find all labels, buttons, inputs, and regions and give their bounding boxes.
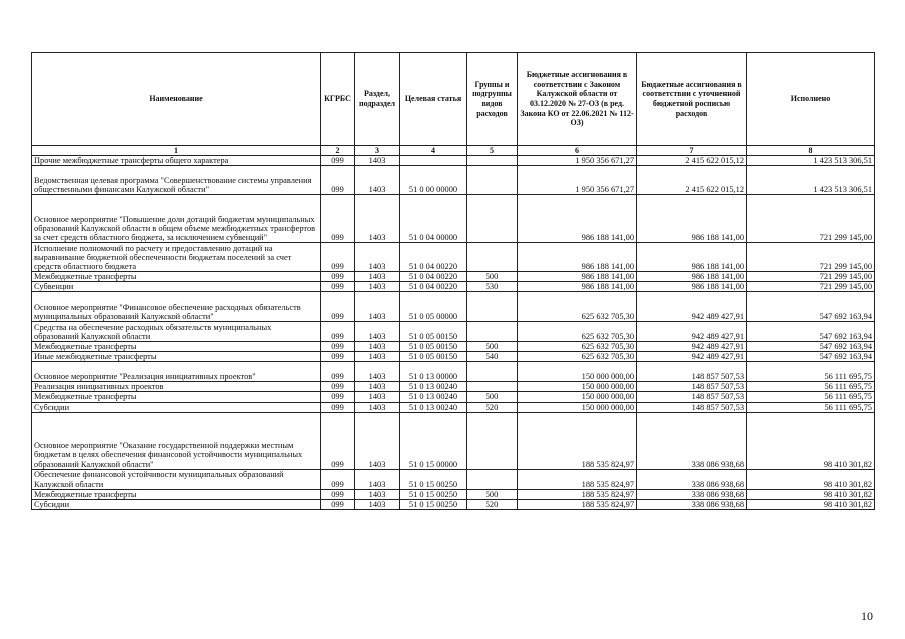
row-name: Ведомственная целевая программа "Совершенствование системы управления общественными финансами Калужской области": [32, 166, 321, 195]
row-name: Прочие межбюджетные трансферты общего характера: [32, 156, 321, 166]
row-refined-allocation: 942 489 427,91: [637, 292, 747, 322]
row-refined-allocation: 986 188 141,00: [637, 243, 747, 272]
row-name: Исполнение полномочий по расчету и предоставлению дотаций на выравнивание бюджетной обеспеченности бюджетам поселений за счет средств областного бюджета: [32, 243, 321, 272]
row-target-article: 51 0 13 00240: [400, 392, 467, 402]
row-law-allocation: 150 000 000,00: [518, 402, 637, 412]
row-law-allocation: 625 632 705,30: [518, 352, 637, 362]
row-section: 1403: [355, 402, 400, 412]
row-law-allocation: 188 535 824,97: [518, 412, 637, 469]
row-law-allocation: 986 188 141,00: [518, 282, 637, 292]
row-expense-group: 500: [467, 392, 518, 402]
row-executed: 56 111 695,75: [747, 362, 875, 382]
row-name: Основное мероприятие "Оказание государственной поддержки местным бюджетам в целях обеспечения финансовой устойчивости муниципальных образований Калужской области": [32, 412, 321, 469]
row-name: Межбюджетные трансферты: [32, 489, 321, 499]
row-target-article: 51 0 15 00000: [400, 412, 467, 469]
row-executed: 56 111 695,75: [747, 392, 875, 402]
row-section: 1403: [355, 156, 400, 166]
column-number: 8: [747, 146, 875, 156]
row-target-article: 51 0 04 00220: [400, 272, 467, 282]
column-number: 6: [518, 146, 637, 156]
row-name: Межбюджетные трансферты: [32, 392, 321, 402]
table-row: [32, 489, 875, 499]
column-number-row: [32, 146, 875, 156]
row-kgrbs: 099: [321, 322, 355, 342]
table-row: [32, 156, 875, 166]
row-refined-allocation: 2 415 622 015,12: [637, 166, 747, 195]
row-refined-allocation: 148 857 507,53: [637, 402, 747, 412]
row-name: Межбюджетные трансферты: [32, 272, 321, 282]
row-target-article: 51 0 15 00250: [400, 499, 467, 509]
table-row: [32, 352, 875, 362]
table-row: [32, 362, 875, 382]
row-kgrbs: 099: [321, 402, 355, 412]
row-executed: 56 111 695,75: [747, 402, 875, 412]
row-kgrbs: 099: [321, 412, 355, 469]
row-executed: 1 423 513 306,51: [747, 156, 875, 166]
table-row: [32, 292, 875, 322]
row-law-allocation: 625 632 705,30: [518, 322, 637, 342]
row-executed: 1 423 513 306,51: [747, 166, 875, 195]
table-row: [32, 499, 875, 509]
row-target-article: 51 0 15 00250: [400, 469, 467, 489]
row-expense-group: [467, 382, 518, 392]
row-target-article: 51 0 13 00240: [400, 402, 467, 412]
row-section: 1403: [355, 392, 400, 402]
row-kgrbs: 099: [321, 166, 355, 195]
column-number: 5: [467, 146, 518, 156]
table-row: [32, 382, 875, 392]
row-section: 1403: [355, 342, 400, 352]
row-expense-group: [467, 469, 518, 489]
row-refined-allocation: 338 086 938,68: [637, 489, 747, 499]
header-name: Наименование: [32, 53, 321, 146]
row-executed: 547 692 163,94: [747, 342, 875, 352]
row-refined-allocation: 338 086 938,68: [637, 469, 747, 489]
row-target-article: 51 0 05 00000: [400, 292, 467, 322]
column-number: 7: [637, 146, 747, 156]
row-name: Субсидии: [32, 402, 321, 412]
row-target-article: 51 0 13 00000: [400, 362, 467, 382]
row-refined-allocation: 986 188 141,00: [637, 272, 747, 282]
row-kgrbs: 099: [321, 243, 355, 272]
row-target-article: 51 0 04 00220: [400, 243, 467, 272]
row-kgrbs: 099: [321, 382, 355, 392]
row-law-allocation: 150 000 000,00: [518, 382, 637, 392]
row-refined-allocation: 2 415 622 015,12: [637, 156, 747, 166]
row-law-allocation: 986 188 141,00: [518, 272, 637, 282]
row-kgrbs: 099: [321, 342, 355, 352]
row-expense-group: 520: [467, 499, 518, 509]
row-section: 1403: [355, 499, 400, 509]
header-law-allocations: Бюджетные ассигнования в соответствии с Законом Калужской области от 03.12.2020 № 27-ОЗ (в ред. Закона КО от 22.06.2021 № 112-ОЗ): [518, 53, 637, 146]
row-kgrbs: 099: [321, 469, 355, 489]
row-executed: 721 299 145,00: [747, 272, 875, 282]
row-target-article: 51 0 13 00240: [400, 382, 467, 392]
row-name: Субвенции: [32, 282, 321, 292]
row-kgrbs: 099: [321, 489, 355, 499]
row-name: Иные межбюджетные трансферты: [32, 352, 321, 362]
row-executed: 98 410 301,82: [747, 412, 875, 469]
row-section: 1403: [355, 272, 400, 282]
table-row: [32, 402, 875, 412]
row-target-article: 51 0 15 00250: [400, 489, 467, 499]
row-expense-group: [467, 166, 518, 195]
row-section: 1403: [355, 166, 400, 195]
row-law-allocation: 986 188 141,00: [518, 195, 637, 243]
row-refined-allocation: 148 857 507,53: [637, 392, 747, 402]
row-refined-allocation: 338 086 938,68: [637, 499, 747, 509]
row-expense-group: [467, 412, 518, 469]
row-name: Основное мероприятие "Реализация инициативных проектов": [32, 362, 321, 382]
row-name: Обеспечение финансовой устойчивости муниципальных образований Калужской области: [32, 469, 321, 489]
row-refined-allocation: 942 489 427,91: [637, 352, 747, 362]
row-law-allocation: 188 535 824,97: [518, 489, 637, 499]
row-law-allocation: 625 632 705,30: [518, 342, 637, 352]
row-executed: 98 410 301,82: [747, 489, 875, 499]
row-kgrbs: 099: [321, 352, 355, 362]
row-section: 1403: [355, 282, 400, 292]
row-refined-allocation: 148 857 507,53: [637, 382, 747, 392]
row-executed: 98 410 301,82: [747, 469, 875, 489]
row-kgrbs: 099: [321, 156, 355, 166]
row-expense-group: 520: [467, 402, 518, 412]
row-kgrbs: 099: [321, 292, 355, 322]
table-row: [32, 243, 875, 272]
row-section: 1403: [355, 292, 400, 322]
row-refined-allocation: 148 857 507,53: [637, 362, 747, 382]
row-expense-group: [467, 292, 518, 322]
row-law-allocation: 188 535 824,97: [518, 469, 637, 489]
row-expense-group: [467, 243, 518, 272]
row-target-article: [400, 156, 467, 166]
row-section: 1403: [355, 195, 400, 243]
row-law-allocation: 150 000 000,00: [518, 392, 637, 402]
row-executed: 547 692 163,94: [747, 292, 875, 322]
column-number: 1: [32, 146, 321, 156]
row-kgrbs: 099: [321, 282, 355, 292]
row-refined-allocation: 986 188 141,00: [637, 282, 747, 292]
row-kgrbs: 099: [321, 392, 355, 402]
row-expense-group: 540: [467, 352, 518, 362]
row-expense-group: 500: [467, 489, 518, 499]
row-section: 1403: [355, 382, 400, 392]
row-law-allocation: 150 000 000,00: [518, 362, 637, 382]
row-refined-allocation: 338 086 938,68: [637, 412, 747, 469]
table-row: [32, 412, 875, 469]
header-kgrbs: КГРБС: [321, 53, 355, 146]
budget-table: [31, 52, 875, 510]
table-body: [32, 156, 875, 510]
table-row: [32, 342, 875, 352]
row-kgrbs: 099: [321, 362, 355, 382]
row-target-article: 51 0 05 00150: [400, 342, 467, 352]
row-executed: 721 299 145,00: [747, 195, 875, 243]
row-expense-group: [467, 322, 518, 342]
row-kgrbs: 099: [321, 499, 355, 509]
row-target-article: 51 0 04 00000: [400, 195, 467, 243]
row-section: 1403: [355, 412, 400, 469]
row-expense-group: 500: [467, 342, 518, 352]
row-refined-allocation: 942 489 427,91: [637, 322, 747, 342]
row-name: Субсидии: [32, 499, 321, 509]
row-refined-allocation: 942 489 427,91: [637, 342, 747, 352]
table-row: [32, 282, 875, 292]
row-kgrbs: 099: [321, 195, 355, 243]
row-executed: 56 111 695,75: [747, 382, 875, 392]
row-executed: 547 692 163,94: [747, 352, 875, 362]
row-target-article: 51 0 05 00150: [400, 352, 467, 362]
header-row: [32, 53, 875, 146]
header-section: Раздел, подраздел: [355, 53, 400, 146]
row-section: 1403: [355, 469, 400, 489]
row-kgrbs: 099: [321, 272, 355, 282]
row-law-allocation: 625 632 705,30: [518, 292, 637, 322]
row-law-allocation: 1 950 356 671,27: [518, 156, 637, 166]
row-law-allocation: 188 535 824,97: [518, 499, 637, 509]
row-name: Межбюджетные трансферты: [32, 342, 321, 352]
page-number: 10: [861, 609, 873, 623]
table-row: [32, 272, 875, 282]
row-executed: 98 410 301,82: [747, 499, 875, 509]
row-name: Основное мероприятие "Повышение доли дотаций бюджетам муниципальных образований Калужской области в общем объеме межбюджетных трансфертов за счет средств областного бюджета, за исключением субвенций": [32, 195, 321, 243]
row-expense-group: [467, 195, 518, 243]
header-refined-allocations: Бюджетные ассигнования в соответствии с уточненной бюджетной росписью расходов: [637, 53, 747, 146]
column-number: 4: [400, 146, 467, 156]
row-section: 1403: [355, 352, 400, 362]
row-executed: 547 692 163,94: [747, 322, 875, 342]
row-section: 1403: [355, 362, 400, 382]
row-name: Средства на обеспечение расходных обязательств муниципальных образований Калужской области: [32, 322, 321, 342]
row-target-article: 51 0 04 00220: [400, 282, 467, 292]
row-refined-allocation: 986 188 141,00: [637, 195, 747, 243]
row-expense-group: [467, 156, 518, 166]
header-executed: Исполнено: [747, 53, 875, 146]
row-law-allocation: 1 950 356 671,27: [518, 166, 637, 195]
table-row: [32, 195, 875, 243]
row-law-allocation: 986 188 141,00: [518, 243, 637, 272]
budget-table-sheet: [31, 52, 874, 510]
row-executed: 721 299 145,00: [747, 243, 875, 272]
table-row: [32, 166, 875, 195]
row-expense-group: 530: [467, 282, 518, 292]
table-row: [32, 392, 875, 402]
row-expense-group: [467, 362, 518, 382]
row-section: 1403: [355, 489, 400, 499]
table-row: [32, 469, 875, 489]
header-expense-group: Группы и подгруппы видов расходов: [467, 53, 518, 146]
row-name: Основное мероприятие "Финансовое обеспечение расходных обязательств муниципальных образований Калужской области": [32, 292, 321, 322]
row-target-article: 51 0 05 00150: [400, 322, 467, 342]
column-number: 2: [321, 146, 355, 156]
row-executed: 721 299 145,00: [747, 282, 875, 292]
row-section: 1403: [355, 322, 400, 342]
column-number: 3: [355, 146, 400, 156]
row-section: 1403: [355, 243, 400, 272]
header-target-article: Целевая статья: [400, 53, 467, 146]
row-expense-group: 500: [467, 272, 518, 282]
row-target-article: 51 0 00 00000: [400, 166, 467, 195]
row-name: Реализация инициативных проектов: [32, 382, 321, 392]
table-row: [32, 322, 875, 342]
